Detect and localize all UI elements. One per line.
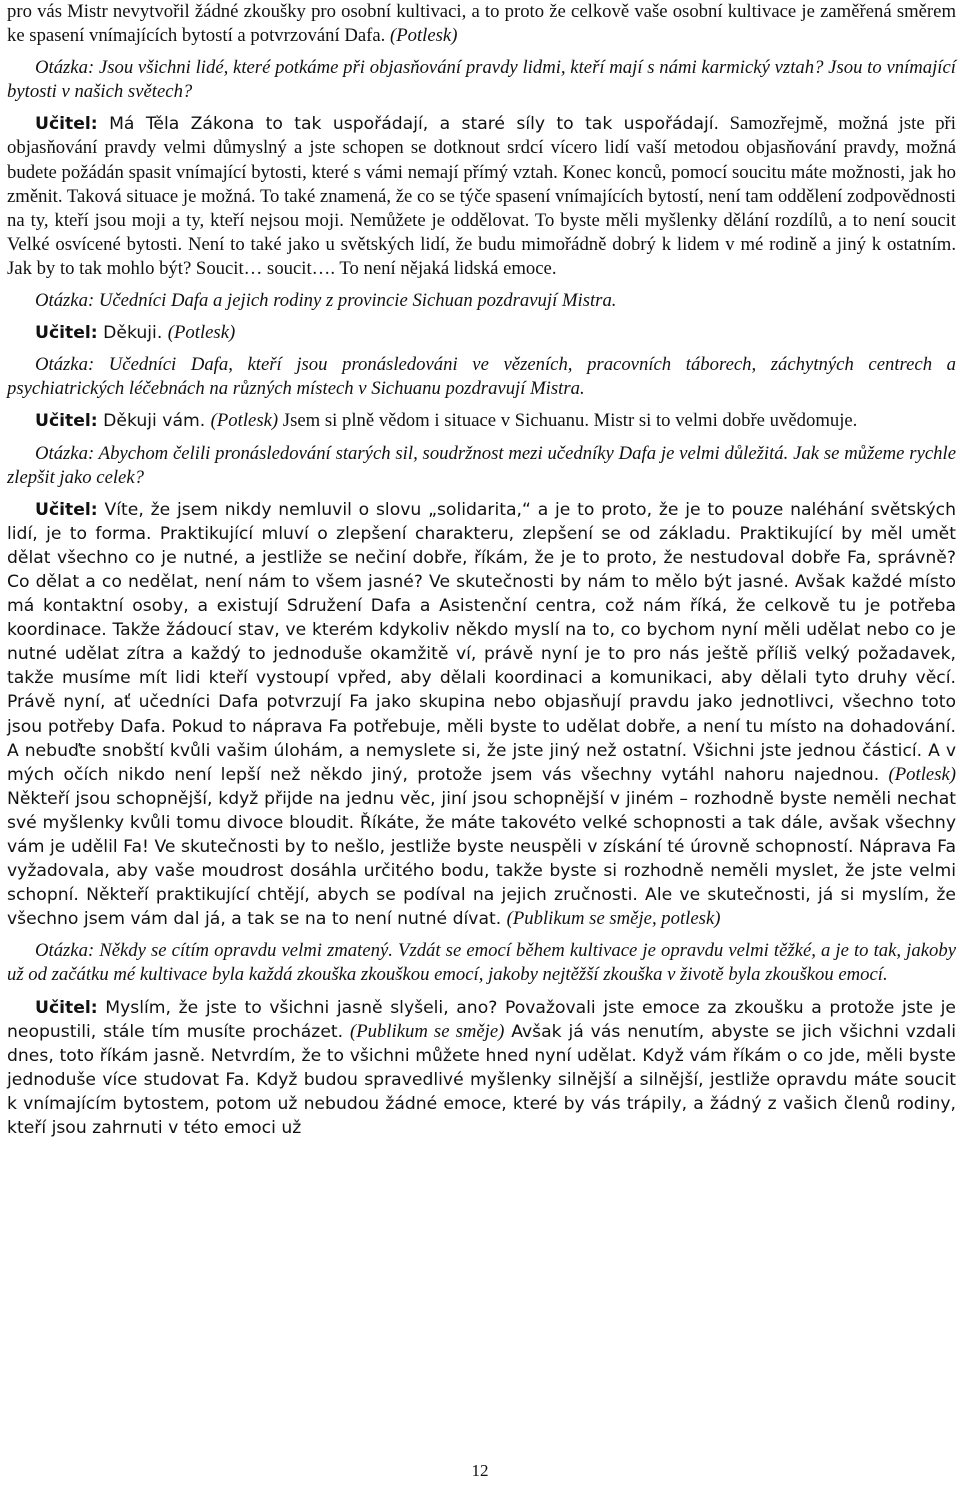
audience-reaction: (Potlesk) — [888, 763, 956, 785]
speaker-label: Učitel: — [35, 323, 98, 344]
answer-text: Má Těla Zákona to tak uspořádají, a staré síly to tak uspořádají. — [97, 114, 720, 135]
audience-reaction: (Publikum se směje, potlesk) — [506, 908, 721, 930]
answer-paragraph — [7, 321, 956, 345]
paragraph-text: pro vás Mistr nevytvořil žádné zkoušky pro osobní kultivaci, a to proto že celkově vaše osobní kultivace je zaměřená směrem ke spasení vnímajících bytostí a potvrzování Dafa. — [7, 1, 956, 47]
question-paragraph: Otázka: Někdy se cítím opravdu velmi zmatený. Vzdát se emocí během kultivace je opravdu velmi těžké, a je to tak, jakoby už od začátku mé kultivace byla každá zkouška zkouškou emocí, jakoby nejtěžší zkouška v životě byla zkouškou emocí. — [7, 940, 956, 986]
audience-reaction: (Potlesk) — [389, 25, 458, 47]
speaker-label: Učitel: — [35, 997, 98, 1018]
answer-paragraph — [7, 112, 956, 281]
speaker-label: Učitel: — [35, 411, 98, 432]
answer-text: Avšak já vás nenutím, abyste se jich všichni vzdali dnes, toto říkám jasně. Netvrdím, že to všichni můžete hned nyní udělat. Když vám říkám o co jde, měli byste jednoduše více studovat Fa. Když budou spravedlivé myšlenky silnější a silnější, jestliže opravdu máte soucit k vnímajícím bytostem, potom už nebudou žádné emoce, které by vás trápily, a žádný z vašich členů rodiny, kteří jsou zahrnuti v této emoci už — [7, 1021, 956, 1139]
question-paragraph: Otázka: Učedníci Dafa a jejich rodiny z provincie Sichuan pozdravují Mistra. — [35, 290, 617, 312]
question-paragraph: Otázka: Jsou všichni lidé, které potkáme při objasňování pravdy lidmi, kteří mají s námi karmický vztah? Jsou to vnímající bytosti v našich světech? — [7, 57, 956, 103]
page-number: 12 — [471, 1461, 489, 1480]
question-paragraph: Otázka: Učedníci Dafa, kteří jsou pronásledováni ve vězeních, pracovních táborech, záchytných centrech a psychiatrických léčebnách na různých místech v Sichuanu pozdravují Mistra. — [7, 354, 956, 400]
question-paragraph: Otázka: Abychom čelili pronásledování starých sil, soudržnost mezi učedníky Dafa je velmi důležitá. Jak se můžeme rychle zlepšit jako celek? — [7, 442, 956, 488]
answer-text: Myslím, že jste to všichni jasně slyšeli, ano? Považovali jste emoce za zkoušku a protože jste je neopustili, stále tím musíte procházet. — [7, 997, 956, 1042]
paragraph-continuation — [7, 0, 956, 48]
audience-reaction: (Potlesk) — [167, 322, 236, 344]
audience-reaction: (Potlesk) — [210, 410, 279, 432]
answer-text: Děkuji vám. — [97, 411, 211, 432]
speaker-label: Učitel: — [35, 114, 98, 135]
answer-text: Samozřejmě, možná jste při objasňování pravdy velmi důmyslný a jste schopen se dotknout srdcí vícero lidí vaší metodou objasňování pravdy, možná budete požádán spasit vnímající bytosti, které s vámi nemají přímý vztah. Konec konců, pomocí soucitu máte možnosti, jak ho změnit. Taková situace je možná. To také znamená, že co se týče spasení vnímajících bytostí, není tam oddělení zodpovědnosti na ty, kteří jsou moji a ty, kteří nejsou moji. Nemůžete je oddělovat. To byste měli myšlenky dělání rozdílů, a to není soucit Velké osvícené bytosti. Není to také jako u světských lidí, že budu mimořádně dobrý k lidem v mé rodině a jiný k ostatním. Jak by to tak mohlo být? Soucit… soucit…. To není nějaká lidská emoce. — [7, 113, 956, 279]
answer-paragraph — [7, 996, 956, 1141]
answer-text: Děkuji. — [97, 323, 168, 344]
answer-text: Víte, že jsem nikdy nemluvil o slovu „solidarita,“ a je to proto, že je to pouze naléhání světských lidí, je to forma. Praktikující mluví o zlepšení charakteru, zlepšení se od základu. Praktikující by měl umět dělat všechno co je nutné, a jestliže se nečiní dobře, říkám, že je to proto, že nestudoval dobře Fa, správně? Co dělat a co nedělat, není nám to všem jasné? Ve skutečnosti by nám to mělo být jasné. Avšak každé místo má kontaktní osoby, a existují Sdružení Dafa a Asistenční centra, což nám říká, že celkově tu je potřeba koordinace. Takže žádoucí stav, ve kterém kdykoliv někdo myslí na to, co bychom nyní měli udělat nebo co je nutné udělat zítra a každý to jednoduše okamžitě ví, právě nyní je to pro nás ještě příliš velký požadavek, takže musíme mít lidi kteří vystoupí vpřed, aby dělali koordinaci a komunikaci, aby dělali tyto druhy věcí. Právě nyní, ať učedníci Dafa potvrzují Fa jako skupina nebo objasňují pravdu jako jednotlivci, všechno toto jsou potřeby Dafa. Pokud to náprava Fa potřebuje, měli byste to udělat dobře, a není tu místo na dohadování. A nebuďte snobští kvůli vašim úlohám, a nemyslete si, že jste jiný než ostatní. Všichni jste jednou částicí. A v mých očích nikdo není lepší než někdo jiný, protože jsem vás všechny vytáhl nahoru najednou. — [7, 499, 956, 785]
speaker-label: Učitel: — [35, 499, 98, 520]
answer-paragraph — [7, 409, 956, 433]
answer-paragraph — [7, 498, 956, 932]
answer-text: Jsem si plně vědom i situace v Sichuanu. Mistr si to velmi dobře uvědomuje. — [278, 410, 858, 432]
answer-text: Někteří jsou schopnější, když přijde na jednu věc, jiní jsou schopnější v jiném – rozhodně byste neměli nechat své myšlenky kvůli tomu divoce bloudit. Říkáte, že máte takovéto velké schopnosti a tak dále, avšak všechny vám je udělil Fa! Ve skutečnosti by to nešlo, jestliže byste neuspěli v získání té úrovně schopností. Náprava Fa vyžadovala, aby vaše moudrost dosáhla určitého bodu, takže byste si rozhodně neměli myslet, že jste velmi schopní. Někteří praktikující chtějí, abych se podíval na jejich zručnosti. Ale ve skutečnosti, já si myslím, že všechno jsem vám dal já, a tak se na to není nutné dívat. — [7, 788, 956, 930]
document-page — [7, 0, 956, 1148]
audience-reaction: (Publikum se směje) — [349, 1020, 505, 1042]
